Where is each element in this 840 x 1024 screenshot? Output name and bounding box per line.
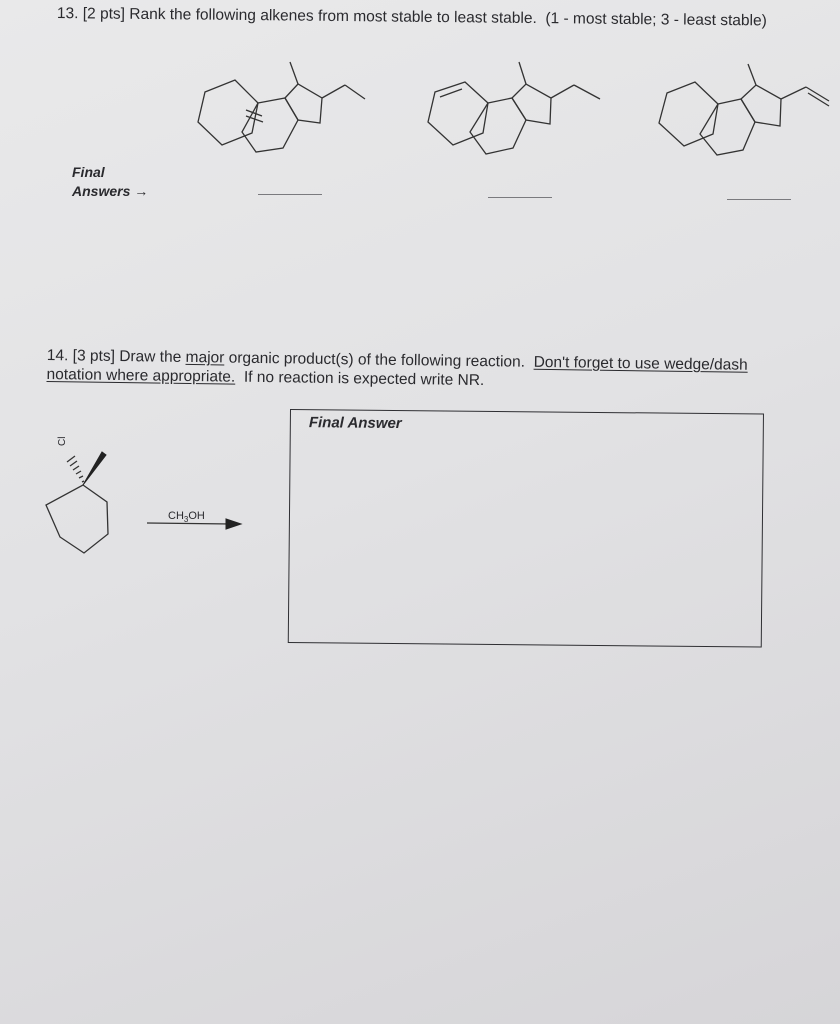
question-14-major-word: major xyxy=(185,348,225,367)
final-answer-box-title: Final Answer xyxy=(308,414,402,433)
reagent-suffix: OH xyxy=(188,510,205,522)
reagent-subscript: 3 xyxy=(183,515,189,525)
question-14-prompt-b: organic product(s) of the following reaction. xyxy=(228,349,526,371)
final-answers-label-line2: Answers → xyxy=(72,183,149,199)
question-14-warning-b: notation where appropriate. xyxy=(46,365,236,386)
question-13-number: 13. xyxy=(56,4,79,23)
reagent-prefix: CH xyxy=(168,510,184,522)
final-answer-box[interactable] xyxy=(288,409,764,648)
chloro-label: Cl xyxy=(57,436,68,446)
question-14-warning-a: Don't forget to use wedge/dash xyxy=(533,353,748,374)
question-14-points: [3 pts] xyxy=(72,347,116,365)
question-14-number: 14. xyxy=(46,346,69,365)
final-answers-label-line1: Final xyxy=(72,164,105,180)
question-13-prompt: Rank the following alkenes from most stable to least stable. xyxy=(129,5,537,28)
question-14-prompt-a: Draw the xyxy=(119,348,182,366)
question-13-points: [2 pts] xyxy=(82,5,126,23)
question-13-note: (1 - most stable; 3 - least stable) xyxy=(545,10,767,30)
question-14-prompt-c: If no reaction is expected write NR. xyxy=(243,368,485,390)
